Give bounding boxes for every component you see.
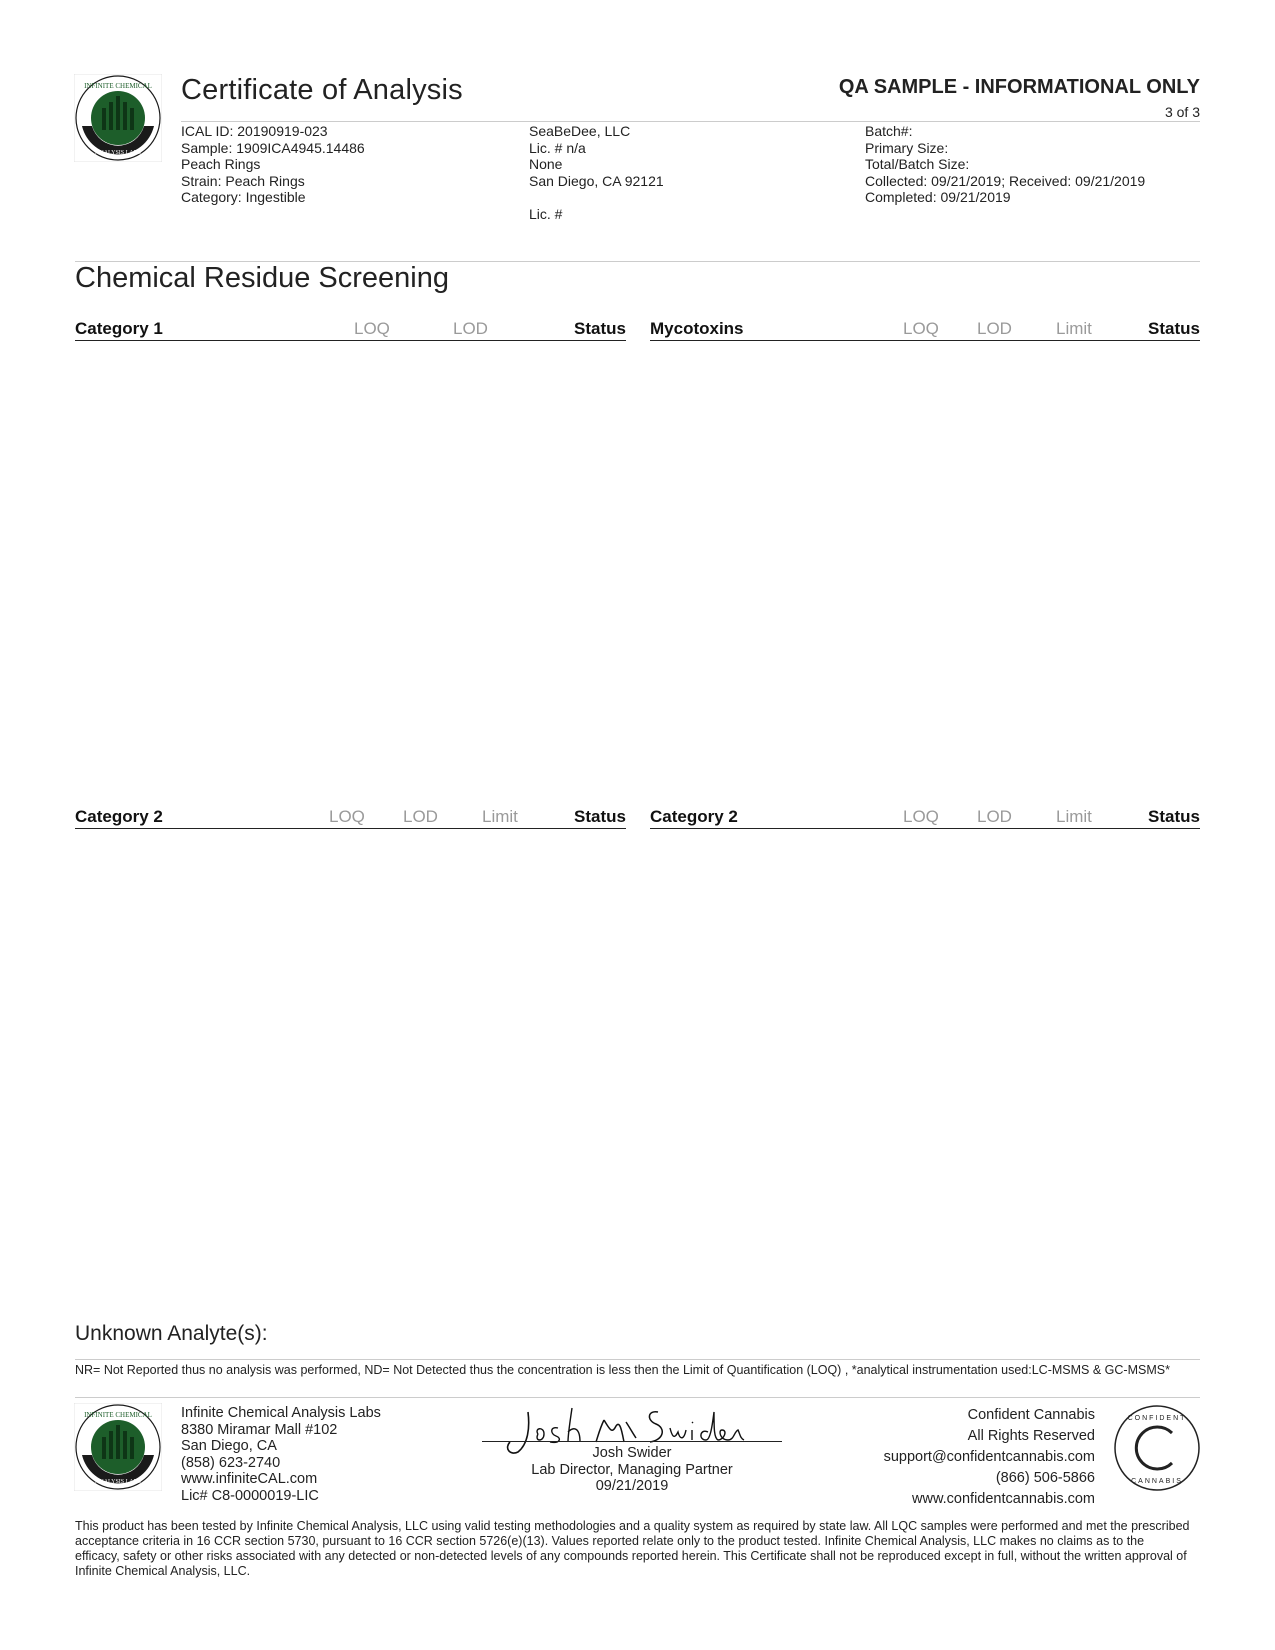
lab-phone: (858) 623-2740: [181, 1454, 281, 1471]
confident-cannabis-seal: [1112, 1403, 1202, 1493]
note-divider-top: [75, 1359, 1200, 1360]
primary-size: Primary Size:: [865, 139, 949, 156]
client-info: [529, 123, 664, 222]
sample-id: Sample: 1909ICA4945.14486: [181, 139, 365, 156]
column-lod: LOD: [403, 807, 438, 826]
svg-text:ANALYSIS LABS: ANALYSIS LABS: [95, 150, 141, 156]
ical-id: ICAL ID: 20190919-023: [181, 123, 328, 139]
lab-logo-footer: [74, 1403, 162, 1491]
column-lod: LOD: [453, 319, 488, 338]
table-rule: [75, 828, 626, 829]
svg-text:INFINITE CHEMICAL: INFINITE CHEMICAL: [84, 82, 152, 90]
column-limit: Limit: [482, 807, 518, 826]
column-status: Status: [574, 807, 626, 826]
document-title: Certificate of Analysis: [181, 74, 463, 106]
client-license: Lic. # n/a: [529, 139, 586, 156]
cc-email: support@confidentcannabis.com: [883, 1449, 1095, 1465]
sample-info: [181, 123, 365, 206]
table-title: Category 1: [75, 319, 163, 338]
column-status: Status: [1148, 807, 1200, 826]
unknown-analytes-heading: Unknown Analyte(s):: [75, 1322, 268, 1345]
lab-license: Lic# C8-0000019-LIC: [181, 1487, 319, 1504]
column-loq: LOQ: [903, 807, 939, 826]
client-address: None: [529, 156, 563, 172]
svg-text:INFINITE CHEMICAL: INFINITE CHEMICAL: [84, 1411, 152, 1419]
client-city: San Diego, CA 92121: [529, 172, 664, 189]
lab-address: 8380 Miramar Mall #102: [181, 1421, 338, 1438]
lab-website: www.infiniteCAL.com: [181, 1471, 318, 1487]
column-loq: LOQ: [354, 319, 390, 338]
cc-name: Confident Cannabis: [967, 1407, 1095, 1423]
completed-date: Completed: 09/21/2019: [865, 189, 1011, 205]
client-company: SeaBeDee, LLC: [529, 123, 631, 139]
column-limit: Limit: [1056, 807, 1092, 826]
lab-info: [181, 1405, 381, 1504]
category: Category: Ingestible: [181, 189, 306, 205]
batch-number: Batch#:: [865, 123, 913, 139]
page-number: 3 of 3: [1164, 104, 1200, 120]
collected-date: Collected: 09/21/2019; Received: 09/21/2019: [865, 172, 1146, 189]
table-title: Mycotoxins: [650, 319, 744, 338]
strain: Strain: Peach Rings: [181, 172, 305, 189]
signature-date: 09/21/2019: [595, 1478, 669, 1494]
qa-label: QA SAMPLE - INFORMATIONAL ONLY: [838, 76, 1200, 98]
abbreviations-note: NR= Not Reported thus no analysis was performed, ND= Not Detected thus the concentration is less then the Limit of Quantification (LOQ) , *analytical instrumentation used:LC-MSMS & GC-MSMS*: [75, 1363, 1170, 1377]
table-title: Category 2: [75, 807, 163, 826]
lab-city: San Diego, CA: [181, 1438, 277, 1454]
column-limit: Limit: [1056, 319, 1092, 338]
section-title: Chemical Residue Screening: [75, 262, 449, 294]
column-status: Status: [574, 319, 626, 338]
confident-cannabis-info: [820, 1405, 1095, 1510]
table-rule: [650, 340, 1200, 341]
column-loq: LOQ: [903, 319, 939, 338]
legal-disclaimer: This product has been tested by Infinite Chemical Analysis, LLC using valid testing methodologies and a quality system as required by state law. All LQC samples were performed and met the prescribed acceptance criteria in 16 CCR section 5730, pursuant to 16 CCR section 5726(e)(13). Values reported relate only to the product tested. Infinite Chemical Analysis, LLC makes no claims as to the efficacy, safety or other risks associated with any detected or non-detected levels of any compounds reported herein. This Certificate shall not be reproduced except in full, without the written approval of Infinite Chemical Analysis, LLC.: [75, 1519, 1190, 1578]
signatory-name: Josh Swider: [592, 1445, 672, 1461]
header-divider: [181, 121, 1200, 122]
signatory: [482, 1445, 782, 1495]
svg-text:CONFIDENT: CONFIDENT: [1127, 1415, 1187, 1422]
column-loq: LOQ: [329, 807, 365, 826]
table-title: Category 2: [650, 807, 738, 826]
total-size: Total/Batch Size:: [865, 156, 970, 172]
sample-name: Peach Rings: [181, 156, 261, 172]
table-rule: [75, 340, 626, 341]
svg-text:CANNABIS: CANNABIS: [1131, 1478, 1183, 1485]
table-rule: [650, 828, 1200, 829]
cc-phone: (866) 506-5866: [995, 1470, 1095, 1486]
signature-line: [482, 1441, 782, 1442]
signatory-title: Lab Director, Managing Partner: [531, 1461, 733, 1478]
svg-text:ANALYSIS LABS: ANALYSIS LABS: [95, 1479, 141, 1485]
client-license-2: Lic. #: [529, 205, 563, 222]
batch-info: [865, 123, 1145, 206]
cc-rights: All Rights Reserved: [967, 1428, 1095, 1444]
lab-name: Infinite Chemical Analysis Labs: [181, 1405, 381, 1421]
column-lod: LOD: [977, 807, 1012, 826]
lab-logo: [74, 74, 162, 162]
column-lod: LOD: [977, 319, 1012, 338]
column-status: Status: [1148, 319, 1200, 338]
cc-website: www.confidentcannabis.com: [912, 1491, 1095, 1507]
